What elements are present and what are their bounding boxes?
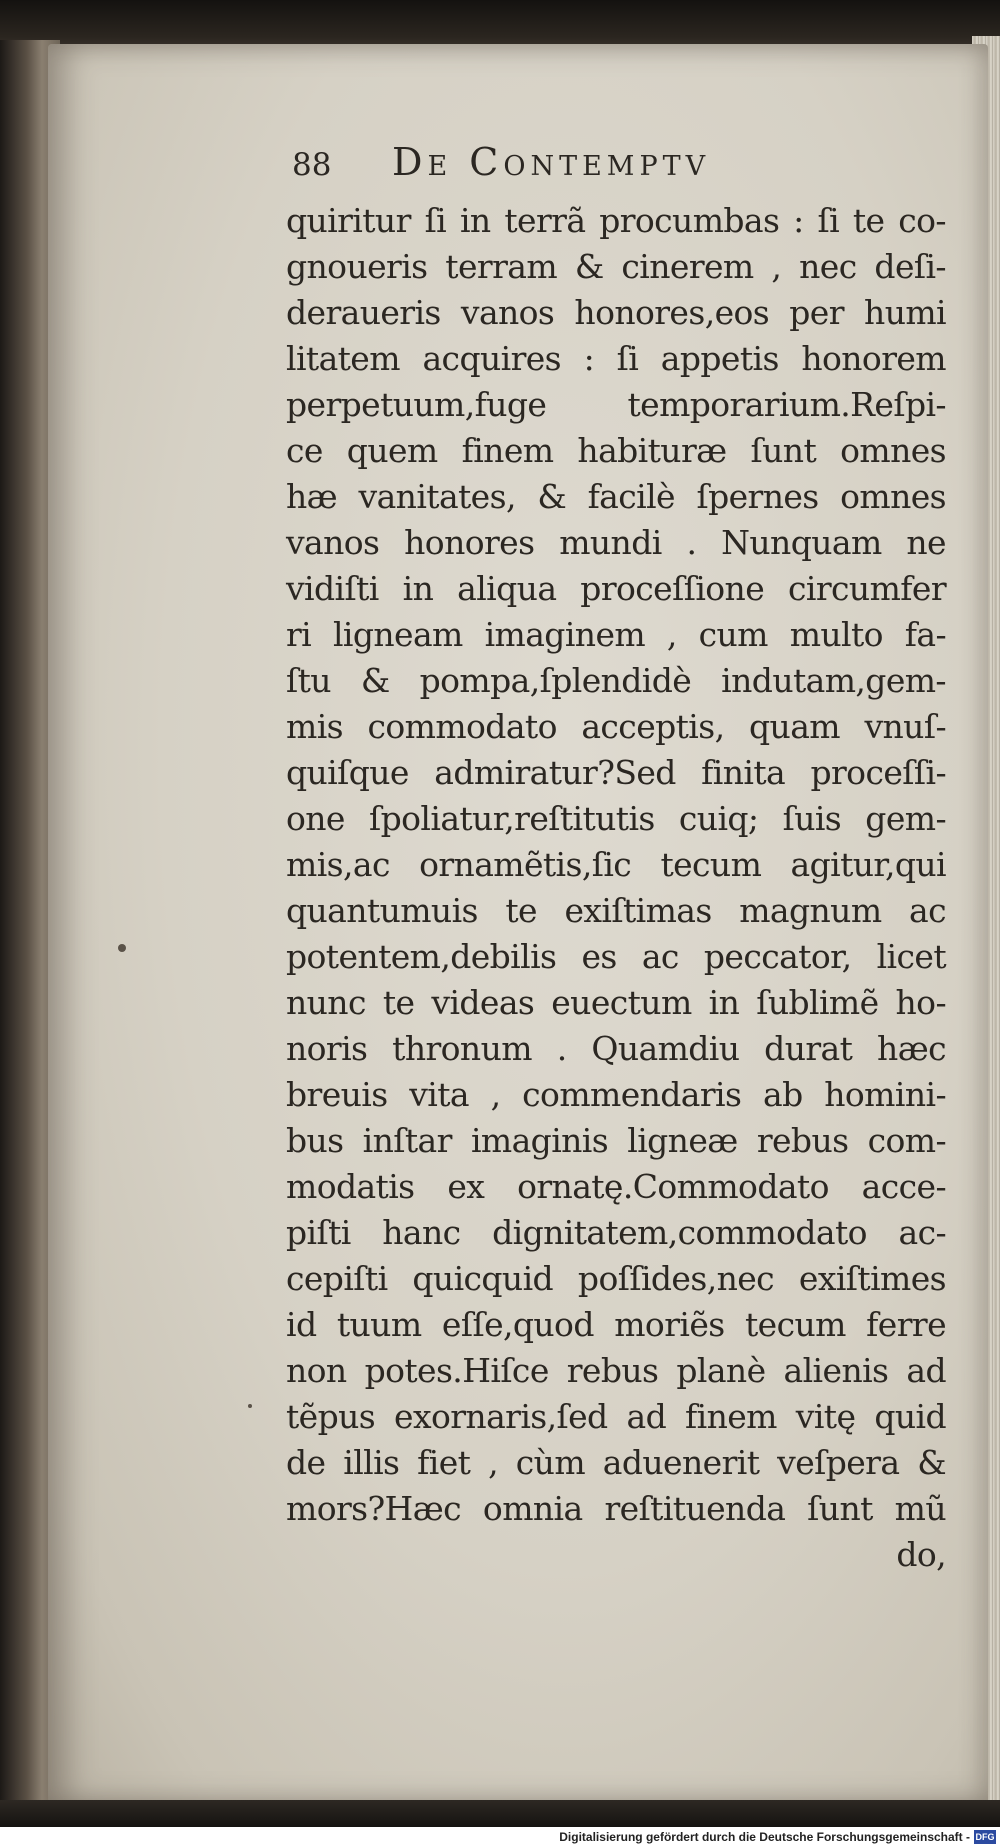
text-line: noris thronum . Quamdiu durat hæc: [286, 1029, 946, 1068]
text-line: quiritur ſi in terrã procumbas : ſi te co-: [286, 201, 946, 240]
text-line: gnoueris terram & cinerem , nec deſi-: [286, 247, 946, 286]
body-text: [286, 198, 946, 1578]
page-header: [292, 140, 946, 196]
text-line: breuis vita , commendaris ab homini-: [286, 1075, 946, 1114]
text-line: vidiſti in aliqua proceſſione circumfer: [286, 569, 946, 608]
book-bottom-edge: [0, 1800, 1000, 1827]
text-line: mors?Hæc omnia reſtituenda ſunt mũ: [286, 1489, 946, 1528]
dfg-logo-icon: DFG: [975, 1832, 995, 1842]
text-line: nunc te videas euectum in ſublimẽ ho-: [286, 983, 946, 1022]
text-line: tẽpus exornaris,ſed ad finem vitę quid: [286, 1397, 946, 1436]
text-line: ſtu & pompa,ſplendidè indutam,gem-: [286, 661, 946, 700]
text-line: perpetuum,fuge temporarium.Reſpi-: [286, 385, 946, 424]
text-line: cepiſti quicquid poſſides,nec exiſtimes: [286, 1259, 946, 1298]
text-line: non potes.Hiſce rebus planè alienis ad: [286, 1351, 946, 1390]
text-line: modatis ex ornatę.Commodato acce-: [286, 1167, 946, 1206]
text-line: ce quem finem habituræ ſunt omnes: [286, 431, 946, 470]
text-line: quiſque admiratur?Sed finita proceſſi-: [286, 753, 946, 792]
text-line: quantumuis te exiſtimas magnum ac: [286, 891, 946, 930]
ink-speck: [248, 1404, 252, 1408]
digitization-footer: [0, 1827, 1000, 1847]
text-line: id tuum eſſe,quod moriẽs tecum ferre: [286, 1305, 946, 1344]
text-line: mis,ac ornamẽtis,ſic tecum agitur,qui: [286, 845, 946, 884]
text-line: hæ vanitates, & facilè ſpernes omnes: [286, 477, 946, 516]
page-text-block: [286, 140, 946, 1578]
text-line: litatem acquires : ſi appetis honorem: [286, 339, 946, 378]
text-line: ri ligneam imaginem , cum multo fa-: [286, 615, 946, 654]
text-line: piſti hanc dignitatem,commodato ac-: [286, 1213, 946, 1252]
text-line: bus inſtar imaginis ligneæ rebus com-: [286, 1121, 946, 1160]
running-title: De Contemptv: [392, 140, 711, 184]
catchword: do,: [896, 1535, 946, 1574]
text-line: deraueris vanos honores,eos per humi: [286, 293, 946, 332]
text-line: mis commodato acceptis, quam vnuſ-: [286, 707, 946, 746]
ink-speck: [118, 944, 126, 952]
text-line: potentem,debilis es ac peccator, licet: [286, 937, 946, 976]
text-line: de illis fiet , cùm aduenerit veſpera &: [286, 1443, 946, 1482]
text-line: one ſpoliatur,reſtitutis cuiq; ſuis gem-: [286, 799, 946, 838]
digitization-credit: Digitalisierung gefördert durch die Deutsche Forschungsgemeinschaft -: [559, 1830, 970, 1844]
text-line: vanos honores mundi . Nunquam ne: [286, 523, 946, 562]
page-number: 88: [292, 147, 332, 183]
